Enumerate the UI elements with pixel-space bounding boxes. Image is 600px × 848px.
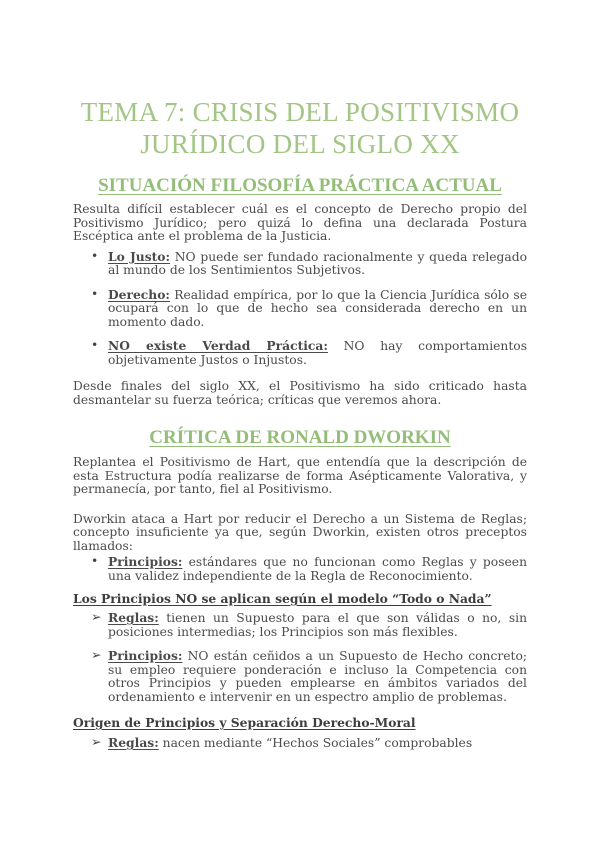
section-heading-filosofia-practica: SITUACIÓN FILOSOFÍA PRÁCTICA ACTUAL <box>98 175 502 196</box>
list-item <box>73 736 527 751</box>
term-lo-justo: Lo Justo: <box>108 248 171 264</box>
page-title-line-2: JURÍDICO DEL SIGLO XX <box>140 129 460 159</box>
term-principios: Principios: <box>108 648 183 663</box>
list-item <box>73 339 527 367</box>
section-heading-dworkin: CRÍTICA DE RONALD DWORKIN <box>149 427 451 448</box>
origen-arrow-list <box>73 736 527 751</box>
term-reglas: Reglas: <box>108 610 159 625</box>
list-item <box>73 555 527 583</box>
subheading-todo-o-nada: Los Principios NO se aplican según el modelo “Todo o Nada” <box>73 591 492 606</box>
section2-paragraph-1: Replantea el Positivismo de Hart, que entendía que la descripción de esta Estructura podía realizarse de forma Asépticamente Valorativa, y permanecía, por tanto, fiel al Positivismo. <box>73 455 527 496</box>
page-title <box>73 0 527 160</box>
list-item <box>73 288 527 330</box>
list-item <box>73 649 527 704</box>
bullet-marker: • <box>91 248 99 263</box>
bullet-marker: • <box>91 338 99 352</box>
list-item-text: NO hay comportamientos objetivamente Justos o Injustos. <box>108 339 528 367</box>
section2-bullet-list <box>73 555 527 583</box>
list-item-text: NO están ceñidos a un Supuesto de Hecho concreto; su empleo requiere ponderación e incluso la Competencia con otros Principios y pueden emplearse en ámbitos variados del ordenamiento e intervenir en un espectro amplio de problemas. <box>108 649 527 704</box>
section1-intro-paragraph: Resulta difícil establecer cuál es el concepto de Derecho propio del Positivismo Jurídico; pero quizá lo defina una declarada Postura Escéptica ante el problema de la Justicia. <box>73 202 527 243</box>
list-item <box>73 250 527 278</box>
section1-closing-paragraph: Desde finales del siglo XX, el Positivismo ha sido criticado hasta desmantelar su fuerza teórica; críticas que veremos ahora. <box>73 379 527 407</box>
arrow-bullet-icon: ➢ <box>91 735 102 749</box>
list-item-text: NO puede ser fundado racionalmente y queda relegado al mundo de los Sentimientos Subjetivos. <box>108 249 528 277</box>
page-title-line-1: TEMA 7: CRISIS DEL POSITIVISMO <box>80 97 520 127</box>
list-item-text: nacen mediante “Hechos Sociales” comprobables <box>158 736 473 750</box>
term-verdad-practica: NO existe Verdad Práctica: <box>108 338 328 353</box>
list-item-text: Realidad empírica, por lo que la Ciencia Jurídica sólo se ocupará con lo que de hecho sea considerada derecho en un momento dado. <box>108 287 527 329</box>
bullet-marker: • <box>91 286 99 301</box>
list-item-text: estándares que no funcionan como Reglas y poseen una validez independiente de la Regla de Reconocimiento. <box>108 555 527 583</box>
term-derecho: Derecho: <box>108 286 170 302</box>
section2-paragraph-2: Dworkin ataca a Hart por reducir el Derecho a un Sistema de Reglas; concepto insuficiente ya que, según Dworkin, existen otros preceptos llamados: <box>73 511 527 553</box>
list-item-text: tienen un Supuesto para el que son válidas o no, sin posiciones intermedias; los Principios son más flexibles. <box>108 611 527 639</box>
todo-o-nada-arrow-list <box>73 611 527 704</box>
term-principios: Principios: <box>108 554 183 569</box>
arrow-bullet-icon: ➢ <box>91 648 102 662</box>
section1-bullet-list <box>73 250 527 368</box>
bullet-marker: • <box>91 554 99 568</box>
term-reglas: Reglas: <box>108 735 159 750</box>
arrow-bullet-icon: ➢ <box>91 610 102 624</box>
list-item <box>73 611 527 639</box>
subheading-origen-principios: Origen de Principios y Separación Derecho-Moral <box>73 715 416 730</box>
